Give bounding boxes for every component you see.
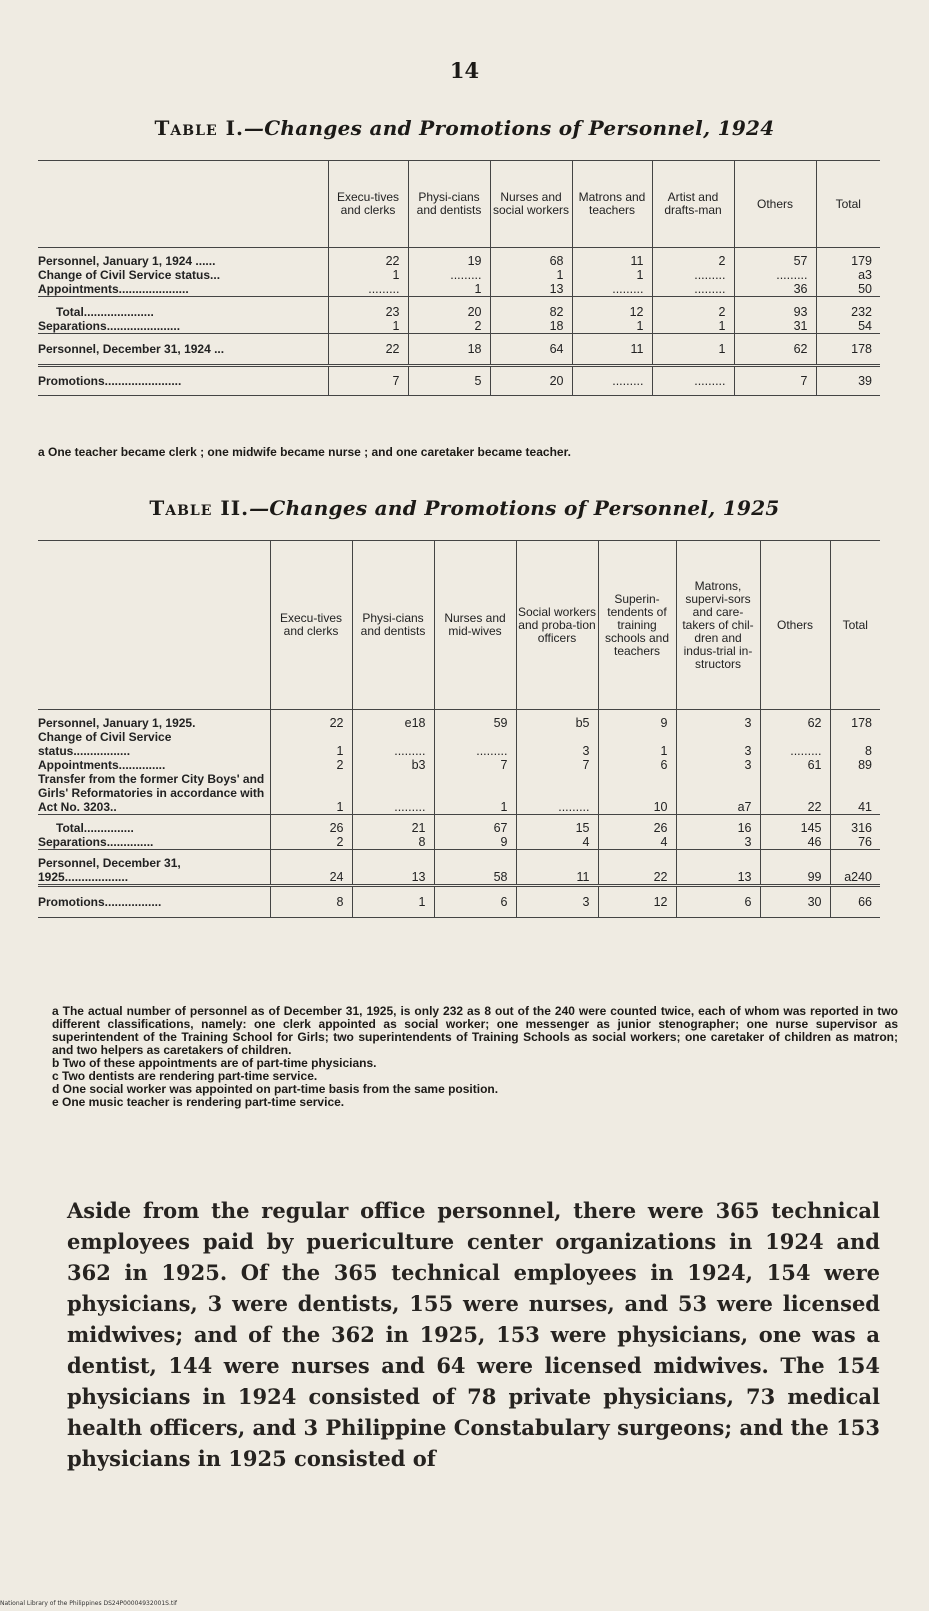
- table1-col-header: Execu-tives and clerks: [328, 161, 408, 248]
- table1-footnote: a One teacher became clerk ; one midwife became nurse ; and one caretaker became teacher.: [38, 445, 571, 459]
- table-cell: 1: [490, 268, 572, 282]
- table-cell: 16: [676, 815, 760, 836]
- table-cell: 18: [490, 319, 572, 334]
- table-cell: b3: [352, 758, 434, 772]
- table-cell: 8: [865, 744, 872, 758]
- table-cell: 15: [516, 815, 598, 836]
- table-cell: 21: [352, 815, 434, 836]
- table-row: [38, 772, 880, 815]
- table2-stub-header: [38, 541, 270, 710]
- table-cell: 7: [434, 758, 516, 772]
- table2-col-header: Nurses and mid-wives: [434, 541, 516, 710]
- table-cell: 6: [434, 886, 516, 918]
- table-cell: a3: [858, 268, 872, 282]
- table-cell: 1: [328, 268, 408, 282]
- table-cell: 20: [490, 366, 572, 396]
- table-cell: 58: [434, 850, 516, 886]
- table-row: [38, 366, 880, 396]
- table-cell: e18: [352, 716, 434, 730]
- footnote: a The actual number of personnel as of December 31, 1925, is only 232 as 8 out of the 240 were counted twice, each of whom was reported in two different classifications, namely: one clerk appointed as social worker; one messenger as junior stenographer; one nurse supervisor as superintendent of the Training School for Girls; two superintendents of Training Schools as social workers; one caretaker of children as matron; and two helpers as caretakers of children.: [52, 1004, 898, 1057]
- table2-col-header: Social workers and proba-tion officers: [516, 541, 598, 710]
- table-cell: .........: [760, 730, 830, 758]
- table1-title-text: —Changes and Promotions of Personnel, 1924: [243, 116, 775, 140]
- table-cell: 61: [760, 758, 830, 772]
- table-cell: 62: [760, 716, 830, 730]
- table2-title-text: —Changes and Promotions of Personnel, 1925: [249, 496, 780, 520]
- table1-col-header: Total: [816, 161, 880, 248]
- table-row: [38, 850, 880, 886]
- row-label: Personnel, December 31, 1924 ...: [38, 334, 328, 366]
- row-label: Change of Civil Service status.................: [38, 730, 270, 758]
- table2-title: [0, 496, 929, 520]
- footnote: c Two dentists are rendering part-time service.: [52, 1069, 318, 1083]
- table-cell: 93: [734, 297, 816, 320]
- table-cell: 4: [598, 835, 676, 850]
- table-cell: .........: [516, 772, 598, 815]
- table-cell: 3: [676, 835, 760, 850]
- table1-title-label: Table I.: [154, 116, 244, 140]
- table2-col-header: Total: [830, 541, 880, 710]
- table-cell: 7: [516, 758, 598, 772]
- table-cell: 1: [598, 730, 676, 758]
- table-cell: 46: [760, 835, 830, 850]
- table-row: [38, 254, 880, 268]
- table-cell: 2: [270, 758, 352, 772]
- table-cell: b5: [516, 716, 598, 730]
- table1-col-header: Physi-cians and dentists: [408, 161, 490, 248]
- table-cell: 3: [516, 730, 598, 758]
- table-cell: 232: [816, 297, 880, 320]
- table-cell: 3: [516, 886, 598, 918]
- table-row: [38, 282, 880, 297]
- row-label: Promotions.................: [38, 886, 270, 918]
- row-label: Total.....................: [38, 297, 328, 320]
- table-cell: 6: [676, 886, 760, 918]
- row-label: Separations..............: [38, 835, 270, 850]
- table-cell: 4: [516, 835, 598, 850]
- table1-header-row: [38, 161, 880, 248]
- table-cell: 1: [408, 282, 490, 297]
- table-cell: 11: [572, 334, 652, 366]
- table-cell: 82: [490, 297, 572, 320]
- table1-col-header: Matrons and teachers: [572, 161, 652, 248]
- table-cell: 22: [328, 334, 408, 366]
- table-cell: 9: [434, 835, 516, 850]
- table-cell: 36: [734, 282, 816, 297]
- table-cell: 50: [858, 282, 872, 296]
- table-row: [38, 730, 880, 758]
- scan-credit: National Library of the Philippines DS24P00004932001S.tif: [0, 1600, 177, 1607]
- table-cell: 59: [434, 716, 516, 730]
- table-cell: 2: [408, 319, 490, 334]
- table-row: [38, 886, 880, 918]
- table-cell: .........: [734, 268, 816, 282]
- table-cell: 26: [598, 815, 676, 836]
- footnote: d One social worker was appointed on part-time basis from the same position.: [52, 1082, 499, 1096]
- table-cell: 22: [598, 850, 676, 886]
- table-cell: 3: [676, 758, 760, 772]
- table1-col-header: Others: [734, 161, 816, 248]
- body-text: Aside from the regular office personnel, there were 365 technical employees paid by puericulture center organizations in 1924 and 362 in 1925. Of the 365 technical employees in 1924, 154 were physicians, 3 were dentists, 155 were nurses, and 53 were licensed midwives; and of the 362 in 1925, 153 were physicians, one was a dentist, 144 were nurses and 64 were licensed midwives. The 154 physicians in 1924 consisted of 78 private physicians, 73 medical health officers, and 3 Philippine Constabulary surgeons; and the 153 physicians in 1925 consisted of: [67, 1198, 880, 1471]
- table-cell: .........: [652, 366, 734, 396]
- table2-col-header: Superin-tendents of training schools and teachers: [598, 541, 676, 710]
- row-label: Appointments..............: [38, 758, 270, 772]
- table-cell: 68: [490, 254, 572, 268]
- row-label: Transfer from the former City Boys' and Girls' Reformatories in accordance with Act No. 3203..: [38, 772, 270, 815]
- table-cell: 62: [734, 334, 816, 366]
- table1-title: [0, 116, 929, 140]
- table-row: [38, 334, 880, 366]
- table-cell: .........: [434, 730, 516, 758]
- row-label: Promotions.......................: [38, 366, 328, 396]
- table-cell: 89: [858, 758, 872, 772]
- table2-title-label: Table II.: [149, 496, 250, 520]
- body-paragraph: [67, 1195, 880, 1474]
- table-cell: 2: [652, 254, 734, 268]
- footnote: e One music teacher is rendering part-time service.: [52, 1095, 345, 1109]
- table-row: [38, 319, 880, 334]
- table2-col-header: Physi-cians and dentists: [352, 541, 434, 710]
- table-cell: 178: [816, 334, 880, 366]
- table-cell: .........: [572, 366, 652, 396]
- row-label: Personnel, December 31, 1925...................: [38, 850, 270, 886]
- table-row: [38, 815, 880, 836]
- table-cell: 13: [352, 850, 434, 886]
- table-cell: 54: [858, 319, 872, 333]
- table-cell: 7: [734, 366, 816, 396]
- table-row: [38, 716, 880, 730]
- table-cell: 13: [490, 282, 572, 297]
- table-cell: .........: [352, 772, 434, 815]
- table-cell: 1: [652, 319, 734, 334]
- table-cell: 11: [516, 850, 598, 886]
- table-cell: .........: [408, 268, 490, 282]
- table-cell: 1: [572, 268, 652, 282]
- table-cell: 316: [830, 815, 880, 836]
- table2-col-header: Execu-tives and clerks: [270, 541, 352, 710]
- table-cell: 64: [490, 334, 572, 366]
- table-cell: 76: [858, 835, 872, 849]
- table-cell: 1: [572, 319, 652, 334]
- table-cell: 1: [652, 334, 734, 366]
- table-cell: 8: [352, 835, 434, 850]
- table-cell: 67: [434, 815, 516, 836]
- table-cell: .........: [572, 282, 652, 297]
- table-cell: 179: [851, 254, 872, 268]
- row-label: Change of Civil Service status...: [38, 268, 328, 282]
- table-row: [38, 835, 880, 850]
- footnote: b Two of these appointments are of part-time physicians.: [52, 1056, 377, 1070]
- table-cell: 26: [270, 815, 352, 836]
- table-cell: 3: [676, 716, 760, 730]
- table-cell: 11: [572, 254, 652, 268]
- table-cell: a7: [676, 772, 760, 815]
- table2-header-row: [38, 541, 880, 710]
- table-cell: 30: [760, 886, 830, 918]
- table2: [38, 540, 880, 918]
- table-cell: 22: [760, 772, 830, 815]
- table-cell: 20: [408, 297, 490, 320]
- table-cell: 22: [328, 254, 408, 268]
- table-cell: 13: [676, 850, 760, 886]
- table-cell: 1: [328, 319, 408, 334]
- table-cell: 1: [270, 730, 352, 758]
- table-cell: 99: [760, 850, 830, 886]
- table-cell: a240: [830, 850, 880, 886]
- table-cell: 178: [851, 716, 872, 730]
- table-cell: 66: [830, 886, 880, 918]
- table2-col-header: Others: [760, 541, 830, 710]
- row-label: Personnel, January 1, 1924 ......: [38, 254, 328, 268]
- table-cell: .........: [652, 268, 734, 282]
- table1: [38, 160, 880, 396]
- row-label: Appointments.....................: [38, 282, 328, 297]
- table-cell: 5: [408, 366, 490, 396]
- table-cell: 1: [270, 772, 352, 815]
- row-label: Separations......................: [38, 319, 328, 334]
- table1-col-header: Nurses and social workers: [490, 161, 572, 248]
- table-cell: 6: [598, 758, 676, 772]
- table-cell: 31: [734, 319, 816, 334]
- table-cell: 22: [270, 716, 352, 730]
- table-cell: 7: [328, 366, 408, 396]
- table-cell: 1: [434, 772, 516, 815]
- page-number: 14: [449, 58, 480, 83]
- table-cell: 8: [270, 886, 352, 918]
- table-cell: .........: [352, 730, 434, 758]
- table2-footnotes: [38, 1005, 898, 1109]
- table-cell: 19: [408, 254, 490, 268]
- table-cell: .........: [328, 282, 408, 297]
- table-cell: 9: [598, 716, 676, 730]
- table-cell: 145: [760, 815, 830, 836]
- table-cell: 41: [858, 800, 872, 814]
- table-cell: 1: [352, 886, 434, 918]
- table-cell: 10: [598, 772, 676, 815]
- table-cell: 3: [676, 730, 760, 758]
- table-cell: 2: [652, 297, 734, 320]
- table1-stub-header: [38, 161, 328, 248]
- table-row: [38, 758, 880, 772]
- row-label: Total...............: [38, 815, 270, 836]
- table-cell: 12: [572, 297, 652, 320]
- table-cell: 57: [734, 254, 816, 268]
- table1-col-header: Artist and drafts-man: [652, 161, 734, 248]
- table-row: [38, 268, 880, 282]
- table-cell: 2: [270, 835, 352, 850]
- table-row: [38, 297, 880, 320]
- table-cell: 18: [408, 334, 490, 366]
- table-cell: 23: [328, 297, 408, 320]
- table-cell: .........: [652, 282, 734, 297]
- table2-col-header: Matrons, supervi-sors and care-takers of chil-dren and indus-trial in-structors: [676, 541, 760, 710]
- table-cell: 12: [598, 886, 676, 918]
- row-label: Personnel, January 1, 1925.: [38, 716, 270, 730]
- table-cell: 24: [270, 850, 352, 886]
- table-cell: 39: [816, 366, 880, 396]
